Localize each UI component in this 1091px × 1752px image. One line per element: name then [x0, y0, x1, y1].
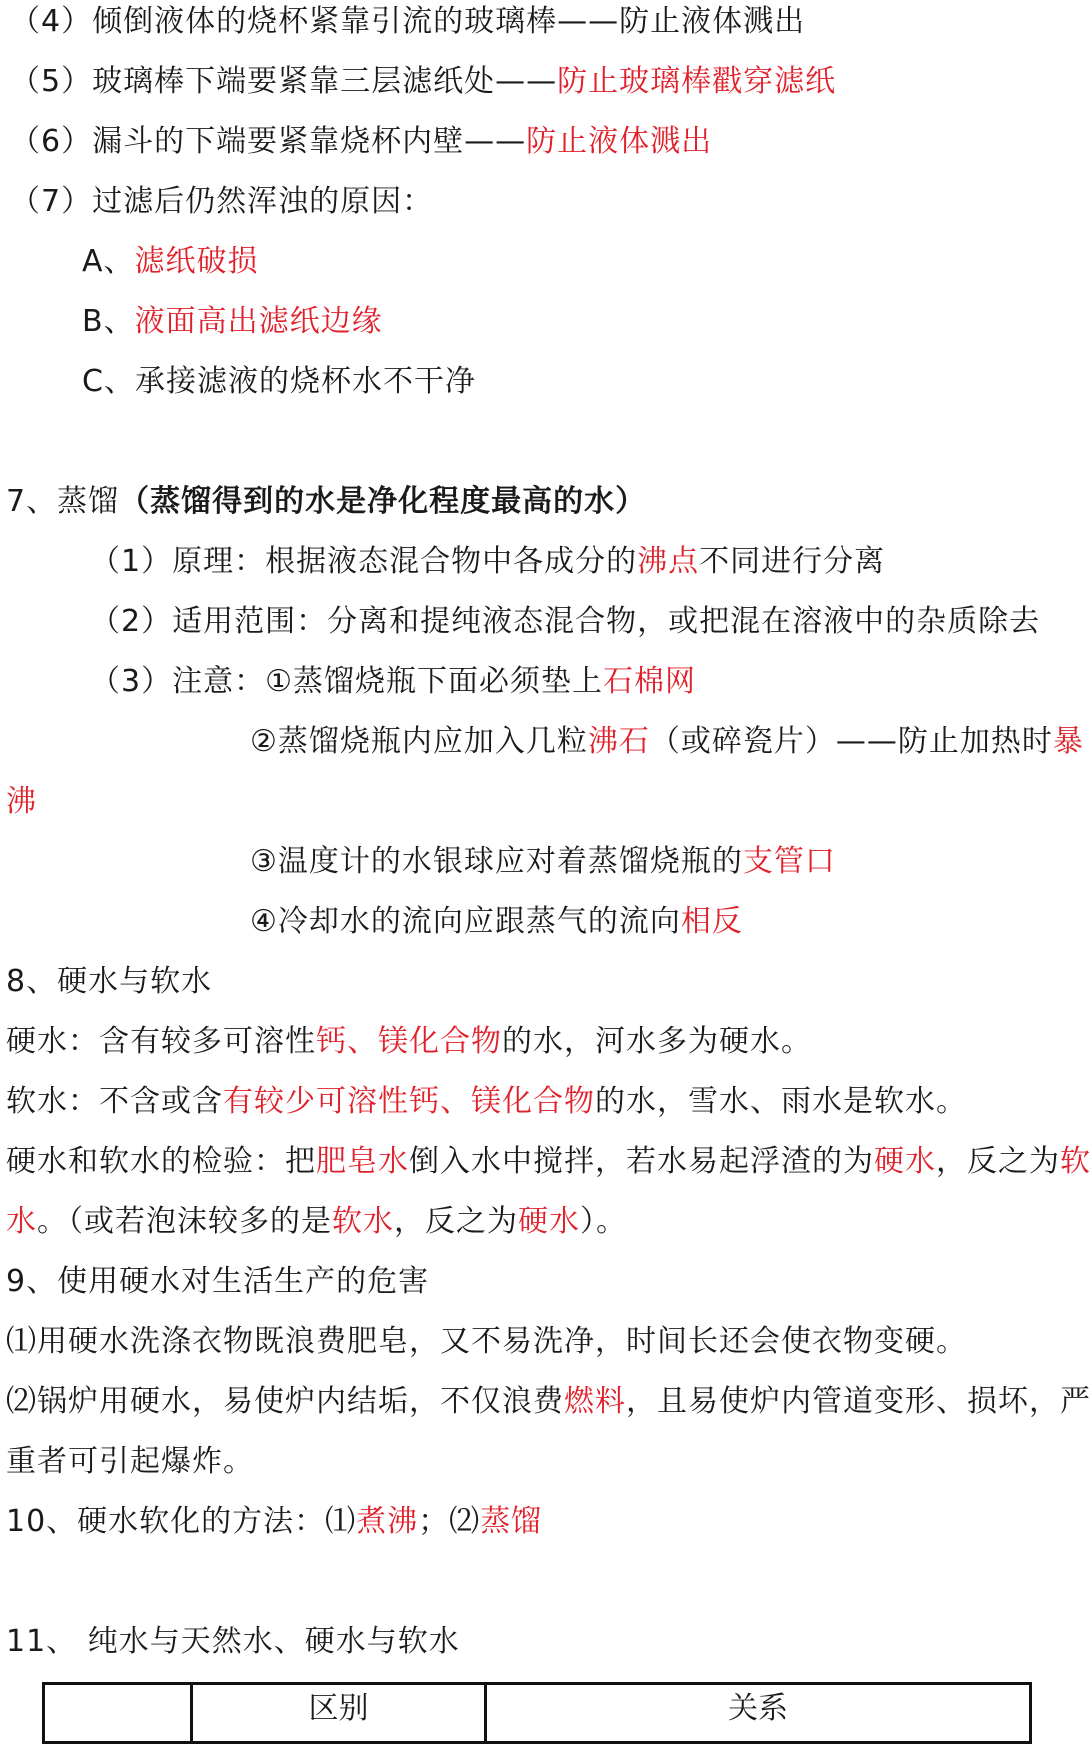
text-line	[90, 602, 1040, 642]
text-line	[6, 962, 212, 1002]
line-text: 。（或若泡沫较多的是	[37, 1204, 332, 1239]
text-line	[6, 1202, 627, 1242]
line-text: （6）漏斗的下端要紧靠烧杯内壁——	[10, 124, 527, 159]
line-text: （蒸馏得到的水是净化程度最高的水）	[119, 484, 647, 519]
text-line	[250, 902, 743, 942]
text-line	[6, 482, 646, 522]
line-text: 的水，河水多为硬水。	[502, 1024, 812, 1059]
line-text: B、	[82, 304, 135, 339]
text-line	[6, 1622, 460, 1662]
highlight-text: 软水	[332, 1204, 394, 1239]
line-text: ）。	[580, 1204, 627, 1239]
line-text: 8、硬水与软水	[6, 964, 213, 999]
line-text: （7）过滤后仍然浑浊的原因：	[10, 184, 434, 219]
table-header-relation: 关系	[728, 1691, 788, 1726]
line-text: （或碎瓷片）——防止加热时	[649, 724, 1053, 759]
line-text: ③温度计的水银球应对着蒸馏烧瓶的	[250, 844, 743, 879]
line-text: 不同进行分离	[699, 544, 886, 579]
text-line	[6, 1022, 812, 1062]
table-header-difference: 区别	[193, 1685, 487, 1741]
highlight-text: 煮沸	[356, 1504, 419, 1539]
highlight-text: 沸石	[587, 724, 650, 759]
line-text: ，且易使炉内管道变形、损坏，严	[626, 1384, 1091, 1419]
highlight-text: 防止液体溅出	[526, 124, 713, 159]
line-text: 9、使用硬水对生活生产的危害	[6, 1264, 430, 1299]
text-line	[10, 122, 712, 162]
text-line	[82, 362, 476, 402]
highlight-text: 硬水	[874, 1144, 936, 1179]
line-text: 硬水和软水的检验：把	[6, 1144, 316, 1179]
line-text: （1）原理：根据液态混合物中各成分的	[90, 544, 638, 579]
highlight-text: 水	[6, 1204, 37, 1239]
highlight-text: 有较少可溶性钙、镁化合物	[223, 1084, 595, 1119]
text-line	[10, 182, 433, 222]
highlight-text: 钙、镁化合物	[316, 1024, 502, 1059]
table-header-empty	[45, 1685, 193, 1741]
text-line	[250, 722, 1084, 762]
line-text: C、承接滤液的烧杯水不干净	[82, 364, 476, 399]
line-text: ⑴用硬水洗涤衣物既浪费肥皂，又不易洗净，时间长还会使衣物变硬。	[6, 1324, 967, 1359]
line-text: 倒入水中搅拌，若水易起浮渣的为	[409, 1144, 874, 1179]
line-text: （2）适用范围：分离和提纯液态混合物，或把混在溶液中的杂质除去	[90, 604, 1041, 639]
text-line	[6, 1082, 967, 1122]
text-line	[6, 1502, 542, 1542]
line-text: ④冷却水的流向应跟蒸气的流向	[250, 904, 681, 939]
line-text: ②蒸馏烧瓶内应加入几粒	[250, 724, 588, 759]
text-line	[82, 302, 383, 342]
highlight-text: 防止玻璃棒戳穿滤纸	[557, 64, 837, 99]
highlight-text: 蒸馏	[480, 1504, 543, 1539]
line-text: ，反之为	[394, 1204, 518, 1239]
line-text: 硬水：含有较多可溶性	[6, 1024, 316, 1059]
line-text: ；⑵	[418, 1504, 481, 1539]
line-text: （3）注意：①蒸馏烧瓶下面必须垫上	[90, 664, 603, 699]
text-line	[6, 1322, 967, 1362]
highlight-text: 支管口	[742, 844, 836, 879]
text-line	[90, 662, 696, 702]
highlight-text: 滤纸破损	[134, 244, 259, 279]
text-line	[10, 2, 805, 42]
highlight-text: 沸点	[637, 544, 700, 579]
text-line	[10, 62, 836, 102]
text-line	[6, 1142, 1091, 1182]
text-line	[6, 1262, 429, 1302]
text-line	[6, 1442, 254, 1482]
highlight-text: 液面高出滤纸边缘	[134, 304, 383, 339]
highlight-text: 相反	[680, 904, 743, 939]
line-text: 软水：不含或含	[6, 1084, 223, 1119]
line-text: （5）玻璃棒下端要紧靠三层滤纸处——	[10, 64, 558, 99]
line-text: 11、 纯水与天然水、硬水与软水	[6, 1624, 460, 1659]
highlight-text: 沸	[6, 784, 37, 819]
line-text: A、	[82, 244, 135, 279]
text-line	[82, 242, 259, 282]
text-line	[250, 842, 836, 882]
text-line	[6, 782, 37, 822]
line-text: 重者可引起爆炸。	[6, 1444, 254, 1479]
line-text: 7、蒸馏	[6, 484, 120, 519]
line-text: 10、硬水软化的方法：⑴	[6, 1504, 357, 1539]
highlight-text: 肥皂水	[316, 1144, 409, 1179]
highlight-text: 石棉网	[602, 664, 696, 699]
text-line	[90, 542, 885, 582]
line-text: ，反之为	[936, 1144, 1060, 1179]
highlight-text: 软	[1060, 1144, 1091, 1179]
text-line	[6, 1382, 1091, 1422]
line-text: ⑵锅炉用硬水，易使炉内结垢，不仅浪费	[6, 1384, 564, 1419]
line-text: 的水，雪水、雨水是软水。	[595, 1084, 967, 1119]
line-text: （4）倾倒液体的烧杯紧靠引流的玻璃棒——防止液体溅出	[10, 4, 806, 39]
highlight-text: 暴	[1052, 724, 1084, 759]
highlight-text: 燃料	[564, 1384, 626, 1419]
comparison-table	[42, 1682, 1032, 1744]
highlight-text: 硬水	[518, 1204, 580, 1239]
